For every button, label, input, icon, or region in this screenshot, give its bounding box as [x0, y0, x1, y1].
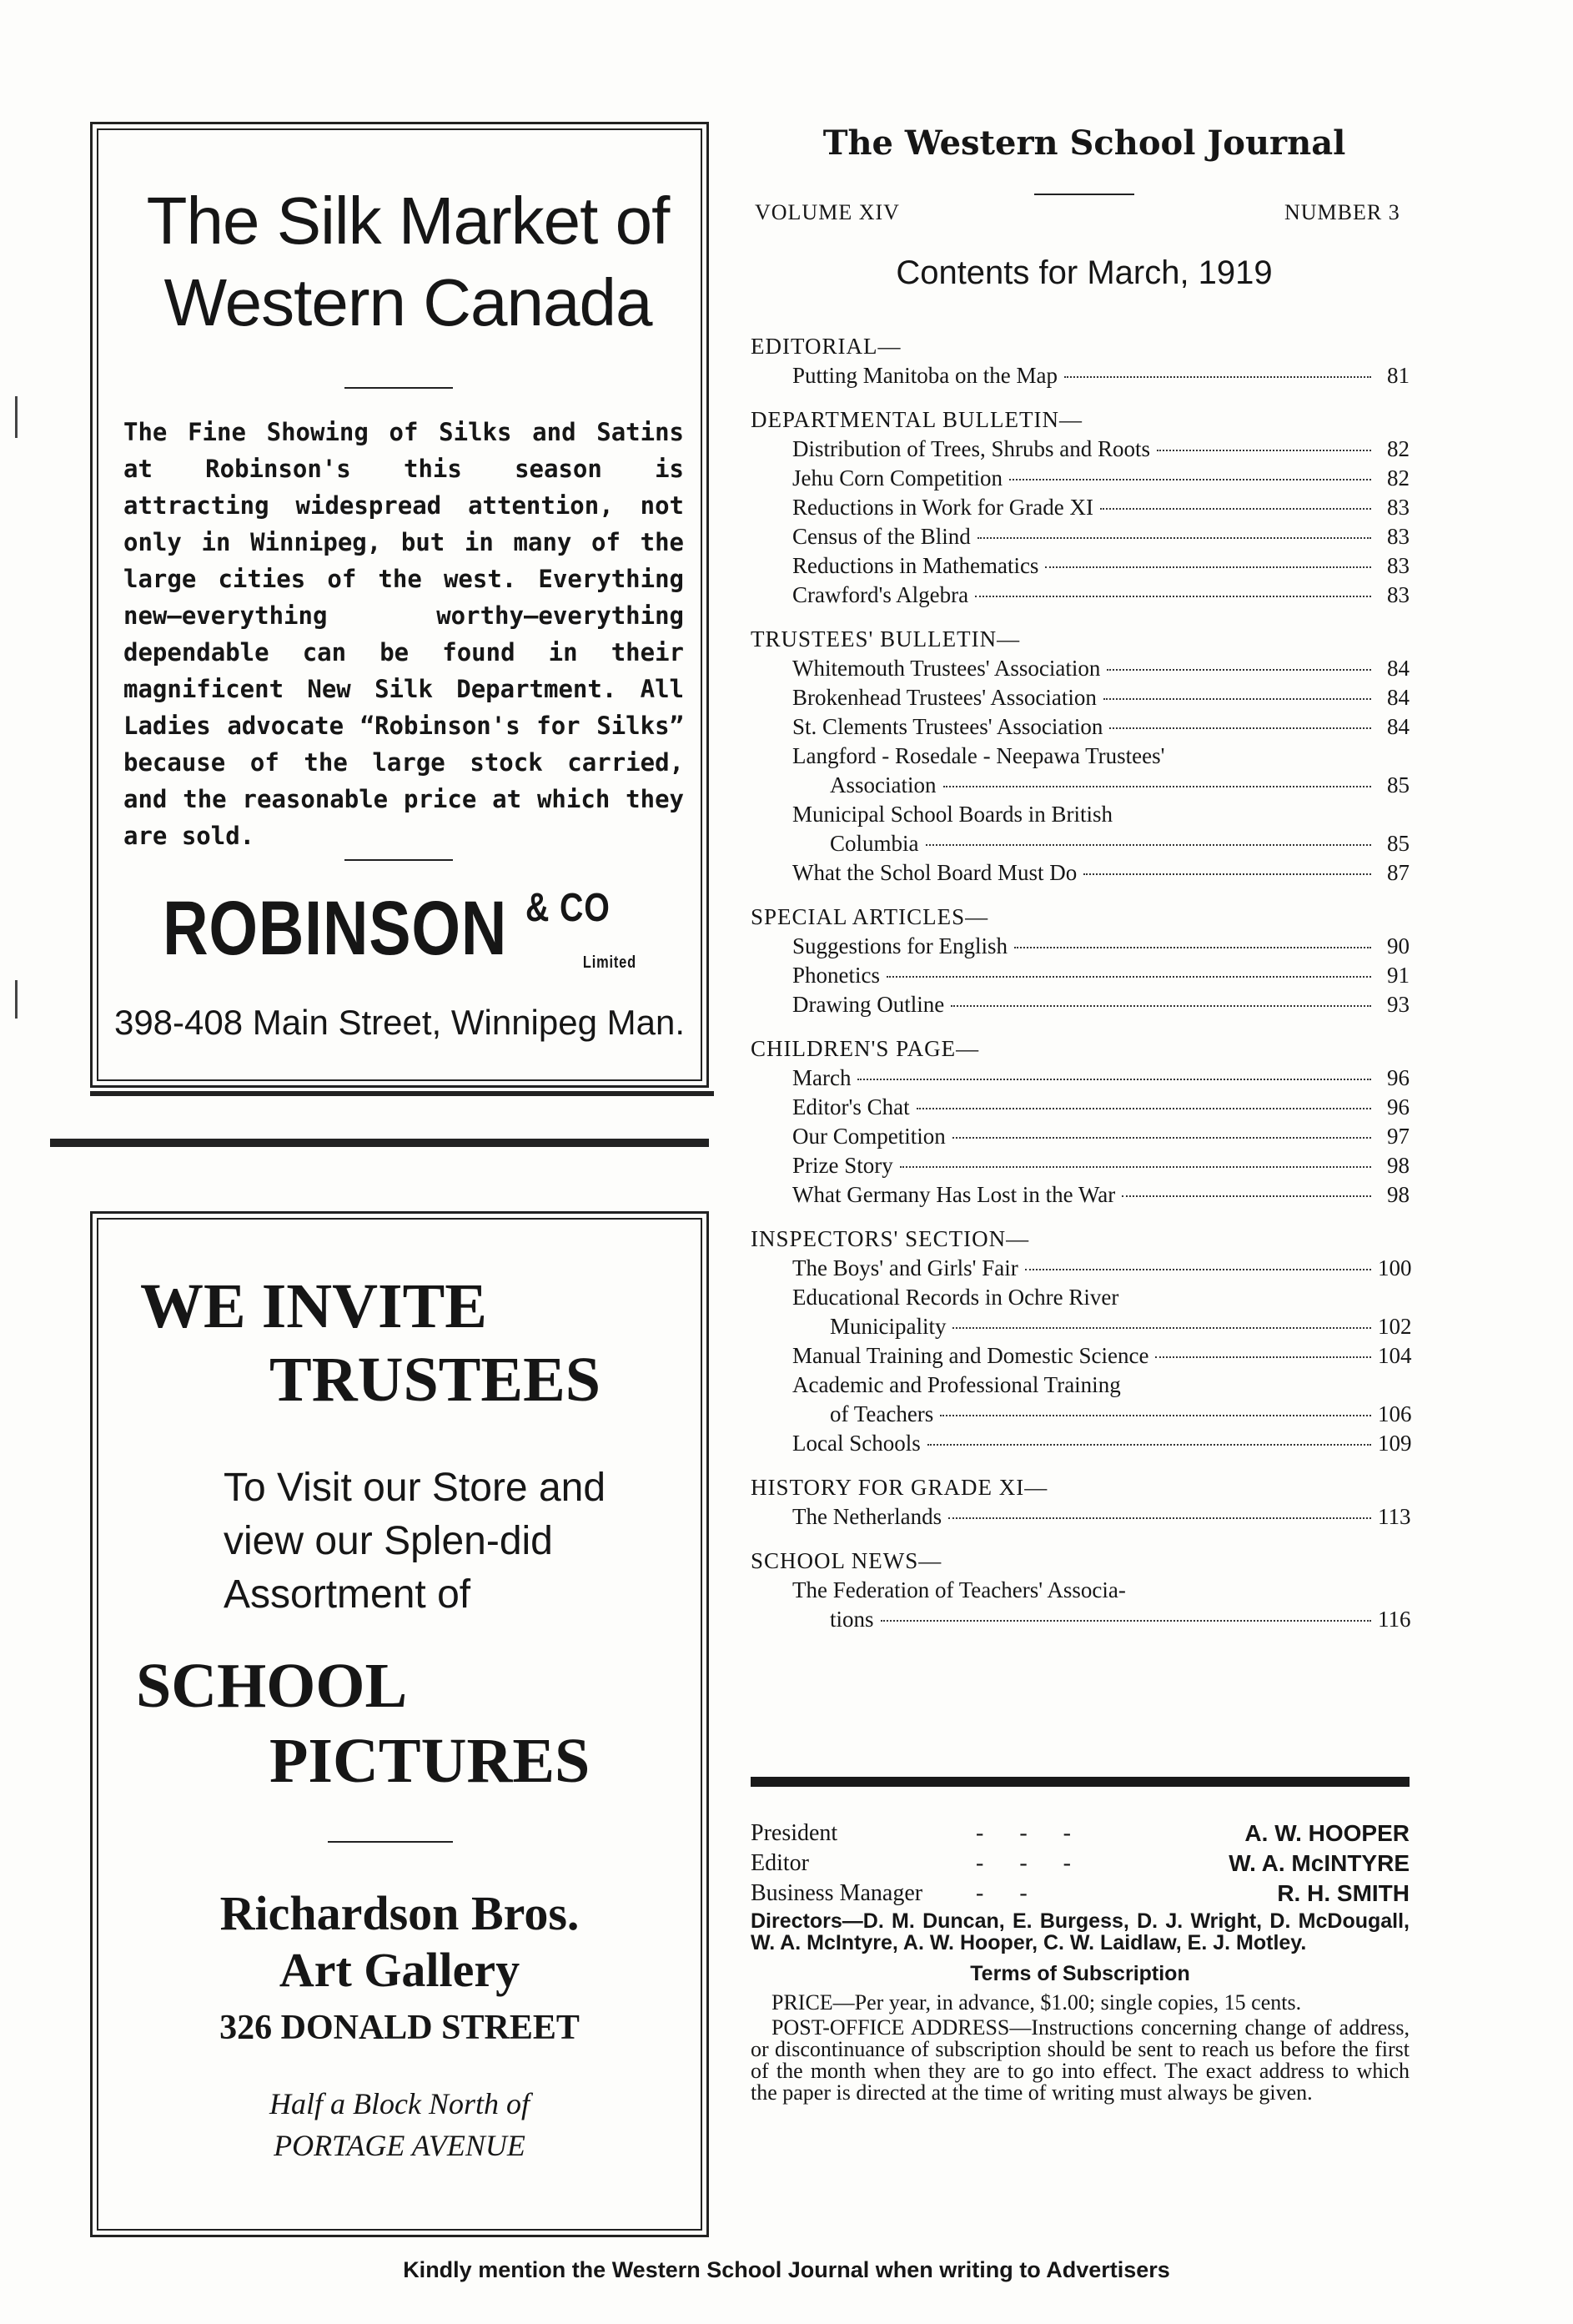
toc-entry-title: Reductions in Mathematics — [792, 553, 1039, 578]
logo-name: ROBINSON — [163, 886, 508, 971]
leader-dots — [1009, 479, 1371, 480]
toc-entry — [751, 858, 1410, 888]
leader-dots — [881, 1620, 1371, 1622]
staff-row — [751, 1849, 1410, 1879]
toc-page-number: 85 — [1387, 772, 1410, 797]
toc-entry — [751, 464, 1410, 493]
toc-entry-title: Jehu Corn Competition — [792, 465, 1003, 490]
toc-entry — [751, 522, 1410, 551]
leader-dots — [926, 844, 1372, 846]
ad-headline-line1: WE INVITE — [140, 1271, 487, 1341]
store-address: 398-408 Main Street, Winnipeg Man. — [113, 1003, 686, 1042]
terms-heading: Terms of Subscription — [970, 1962, 1190, 1985]
location-note — [90, 2083, 709, 2166]
toc-page-number: 98 — [1387, 1153, 1410, 1178]
leader-dots — [952, 1137, 1371, 1139]
leader-dots — [1107, 669, 1371, 671]
toc-entry — [751, 493, 1410, 522]
toc-page-number: 104 — [1378, 1343, 1412, 1368]
gallery-address: 326 DONALD STREET — [219, 2009, 580, 2047]
toc-page-number: 83 — [1387, 524, 1410, 549]
toc-page-number: 91 — [1387, 963, 1410, 988]
toc-entry-title: The Netherlands — [792, 1504, 942, 1529]
number-label: NUMBER 3 — [1284, 200, 1400, 224]
toc-entry-line1: Academic and Professional Training — [792, 1372, 1121, 1397]
toc-section — [751, 332, 1410, 390]
toc-entry-title: Suggestions for English — [792, 933, 1008, 958]
toc-page-number: 98 — [1387, 1182, 1410, 1207]
toc-page-number: 83 — [1387, 495, 1410, 520]
leader-dots — [1100, 508, 1371, 510]
toc-page-number: 100 — [1378, 1255, 1412, 1280]
toc-entry-title: Manual Training and Domestic Science — [792, 1343, 1149, 1368]
toc-entry — [751, 1180, 1410, 1210]
heavy-divider — [751, 1777, 1410, 1787]
toc-entry — [751, 1341, 1410, 1371]
toc-entry — [751, 551, 1410, 581]
leader-dots — [948, 1517, 1371, 1519]
staff-block — [751, 1818, 1410, 2104]
toc-entry — [751, 361, 1410, 390]
toc-page-number: 83 — [1387, 582, 1410, 607]
toc-entry-title: What Germany Has Lost in the War — [792, 1182, 1116, 1207]
toc-entry — [751, 1502, 1410, 1532]
toc-entry-title: March — [792, 1065, 852, 1090]
toc-section-heading: SPECIAL ARTICLES— — [751, 904, 989, 929]
toc-entry-line1: Municipal School Boards in British — [792, 802, 1113, 827]
toc-entry-title: Our Competition — [792, 1124, 946, 1149]
toc-entry — [751, 1254, 1410, 1283]
toc-entry-title: Columbia — [830, 831, 919, 856]
logo-co: & CO — [525, 886, 611, 930]
toc-page-number: 96 — [1387, 1065, 1410, 1090]
staff-name: W. A. McINTYRE — [1229, 1850, 1410, 1876]
toc-page-number: 97 — [1387, 1124, 1410, 1149]
post-office-text: POST-OFFICE ADDRESS—Instructions concerning change of address, or discontinuance of subscription should be sent to reach us before the first of the month when they are to go into effect. The exact address to which the paper is directed at the time of writing must always be given. — [751, 2015, 1410, 2105]
toc-entry — [751, 1429, 1410, 1458]
toc-page-number: 84 — [1387, 656, 1410, 681]
staff-role: President — [751, 1820, 838, 1846]
toc-page-number: 113 — [1378, 1504, 1411, 1529]
toc-entry — [751, 932, 1410, 961]
toc-section-heading: DEPARTMENTAL BULLETIN— — [751, 407, 1083, 432]
toc-page-number: 109 — [1378, 1431, 1412, 1456]
toc-entry-title: Crawford's Algebra — [792, 582, 969, 607]
page-footer: Kindly mention the Western School Journal when writing to Advertisers — [403, 2257, 1170, 2282]
toc-entry — [751, 1605, 1410, 1634]
leader-dots — [917, 1108, 1371, 1109]
leader-dots — [900, 1166, 1371, 1168]
toc-entry — [751, 435, 1410, 464]
divider — [344, 859, 453, 861]
toc-entry-title: Reductions in Work for Grade XI — [792, 495, 1093, 520]
toc-section — [751, 405, 1410, 610]
ad-headline: The Silk Market of Western Canada — [146, 184, 670, 340]
toc-section — [751, 1473, 1410, 1532]
toc-entry — [751, 683, 1410, 712]
toc-entry-title: The Boys' and Girls' Fair — [792, 1255, 1018, 1280]
toc-entry-title: Phonetics — [792, 963, 880, 988]
scan-mark — [15, 396, 18, 438]
toc-section — [751, 1034, 1410, 1210]
toc-page-number: 85 — [1387, 831, 1410, 856]
leader-dots — [887, 976, 1371, 978]
toc-section-heading: SCHOOL NEWS— — [751, 1548, 942, 1573]
leader-dots — [1083, 873, 1371, 875]
logo-limited: Limited — [582, 953, 636, 972]
leader-dots — [1103, 698, 1371, 700]
leader-dots — [1109, 727, 1371, 729]
toc-page-number: 102 — [1378, 1314, 1412, 1339]
leader-dots — [952, 1327, 1371, 1329]
leader-dots — [857, 1079, 1371, 1080]
silk-market-advertisement — [90, 122, 709, 1088]
leader-dots — [1014, 947, 1371, 948]
table-of-contents — [751, 332, 1410, 1649]
toc-section-heading: INSPECTORS' SECTION— — [751, 1226, 1030, 1251]
leader-dots — [1045, 566, 1371, 568]
toc-entry-title: Editor's Chat — [792, 1094, 910, 1119]
toc-page-number: 82 — [1387, 436, 1410, 461]
toc-entry — [751, 1064, 1410, 1093]
toc-page-number: 84 — [1387, 685, 1410, 710]
gallery-name: Richardson Bros. — [219, 1886, 580, 1940]
leader-dots — [927, 1444, 1371, 1446]
staff-row — [751, 1879, 1410, 1909]
divider — [1034, 194, 1134, 195]
toc-entry-title: Prize Story — [792, 1153, 893, 1178]
toc-page-number: 84 — [1387, 714, 1410, 739]
toc-page-number: 93 — [1387, 992, 1410, 1017]
staff-list — [751, 1818, 1410, 1909]
toc-section — [751, 1547, 1410, 1634]
toc-entry — [751, 1122, 1410, 1151]
ad-body-text: The Fine Showing of Silks and Satins at Robinson's this season is attracting widespread attention, not only in Winnipeg, but in many of the large cities of the west. Everything new—everything worthy—everything dependable can be found in their magnificent New Silk Department. All Ladies advocate “Robinson's for Silks” because of the large stock carried, and the reasonable price at which they are sold. — [123, 418, 684, 850]
ad-headline-line3: SCHOOL — [136, 1651, 408, 1721]
toc-section-heading: CHILDREN'S PAGE— — [751, 1036, 980, 1061]
toc-entry — [751, 712, 1410, 742]
school-pictures-advertisement — [90, 1211, 709, 2237]
leader-dots — [1122, 1195, 1371, 1197]
ad-invitation-text: To Visit our Store and view our Splen-did Assortment of — [224, 1466, 606, 1617]
volume-label: VOLUME XIV — [755, 200, 900, 224]
toc-page-number: 116 — [1378, 1607, 1411, 1632]
staff-role: Business Manager — [751, 1880, 923, 1906]
staff-name: A. W. HOOPER — [1244, 1820, 1410, 1846]
toc-page-number: 90 — [1387, 933, 1410, 958]
toc-entry-title: What the Schol Board Must Do — [792, 860, 1078, 885]
toc-entry-title: Census of the Blind — [792, 524, 971, 549]
gallery-subtitle: Art Gallery — [279, 1943, 520, 1997]
toc-entry-line1: Langford - Rosedale - Neepawa Trustees' — [792, 743, 1165, 768]
toc-entry — [751, 1312, 1410, 1341]
toc-entry — [751, 581, 1410, 610]
journal-masthead: The Western School Journal — [822, 123, 1346, 163]
toc-entry-title: Whitemouth Trustees' Association — [792, 656, 1101, 681]
toc-page-number: 83 — [1387, 553, 1410, 578]
leader-dots — [951, 1005, 1371, 1007]
contents-heading: Contents for March, 1919 — [896, 254, 1273, 291]
toc-entry-title: Brokenhead Trustees' Association — [792, 685, 1097, 710]
divider — [344, 387, 453, 389]
leader-dots — [943, 786, 1372, 787]
toc-entry-title: of Teachers — [830, 1401, 934, 1426]
ad-headline-line2: TRUSTEES — [269, 1345, 601, 1415]
leader-dots — [975, 596, 1371, 597]
price-text: PRICE—Per year, in advance, $1.00; single copies, 15 cents. — [771, 1990, 1302, 2015]
toc-page-number: 81 — [1387, 363, 1410, 388]
staff-dashes: - - - — [976, 1850, 1086, 1876]
leader-dots — [1025, 1269, 1371, 1270]
scan-mark — [15, 980, 18, 1019]
leader-dots — [1157, 450, 1371, 451]
toc-entry-title: tions — [830, 1607, 874, 1632]
toc-section — [751, 625, 1410, 888]
leader-dots — [940, 1415, 1371, 1416]
staff-row — [751, 1818, 1410, 1849]
toc-section — [751, 903, 1410, 1019]
toc-entry-line1: Educational Records in Ochre River — [792, 1285, 1119, 1310]
ad-shadow — [90, 1091, 714, 1096]
staff-dashes: - - — [976, 1880, 1043, 1906]
toc-section-heading: EDITORIAL— — [751, 334, 902, 359]
toc-page-number: 87 — [1387, 860, 1410, 885]
toc-entry — [751, 961, 1410, 990]
leader-dots — [1155, 1356, 1371, 1358]
toc-entry-title: Municipality — [830, 1314, 947, 1339]
toc-entry — [751, 1400, 1410, 1429]
toc-entry — [751, 829, 1410, 858]
toc-entry-title: St. Clements Trustees' Association — [792, 714, 1103, 739]
toc-page-number: 96 — [1387, 1094, 1410, 1119]
column-separator — [50, 1139, 709, 1147]
leader-dots — [1064, 376, 1371, 378]
divider — [328, 1841, 453, 1843]
robinson-logo — [146, 885, 653, 973]
toc-entry-title: Putting Manitoba on the Map — [792, 363, 1058, 388]
toc-entry-title: Local Schools — [792, 1431, 921, 1456]
toc-entry — [751, 654, 1410, 683]
staff-dashes: - - - — [976, 1820, 1086, 1846]
toc-entry-title: Association — [830, 772, 937, 797]
leader-dots — [977, 537, 1371, 539]
location-note-line1: Half a Block North of — [269, 2087, 530, 2120]
staff-role: Editor — [751, 1850, 809, 1876]
toc-entry — [751, 990, 1410, 1019]
ad-headline-line4: PICTURES — [269, 1726, 591, 1796]
toc-entry — [751, 1151, 1410, 1180]
location-note-line2: PORTAGE AVENUE — [274, 2129, 525, 2162]
toc-entry-title: Drawing Outline — [792, 992, 945, 1017]
toc-entry — [751, 771, 1410, 800]
toc-page-number: 82 — [1387, 465, 1410, 490]
toc-entry-title: Distribution of Trees, Shrubs and Roots — [792, 436, 1151, 461]
staff-name: R. H. SMITH — [1277, 1880, 1410, 1906]
toc-section — [751, 1225, 1410, 1458]
toc-section-heading: TRUSTEES' BULLETIN— — [751, 626, 1021, 651]
directors-list: Directors—D. M. Duncan, E. Burgess, D. J. Wright, D. McDougall, W. A. McIntyre, A. W. Hooper, C. W. Laidlaw, E. J. Motley. — [751, 1909, 1410, 1954]
toc-entry-line1: The Federation of Teachers' Associa- — [792, 1577, 1126, 1602]
toc-entry — [751, 1093, 1410, 1122]
toc-section-heading: HISTORY FOR GRADE XI— — [751, 1475, 1048, 1500]
toc-page-number: 106 — [1378, 1401, 1412, 1426]
